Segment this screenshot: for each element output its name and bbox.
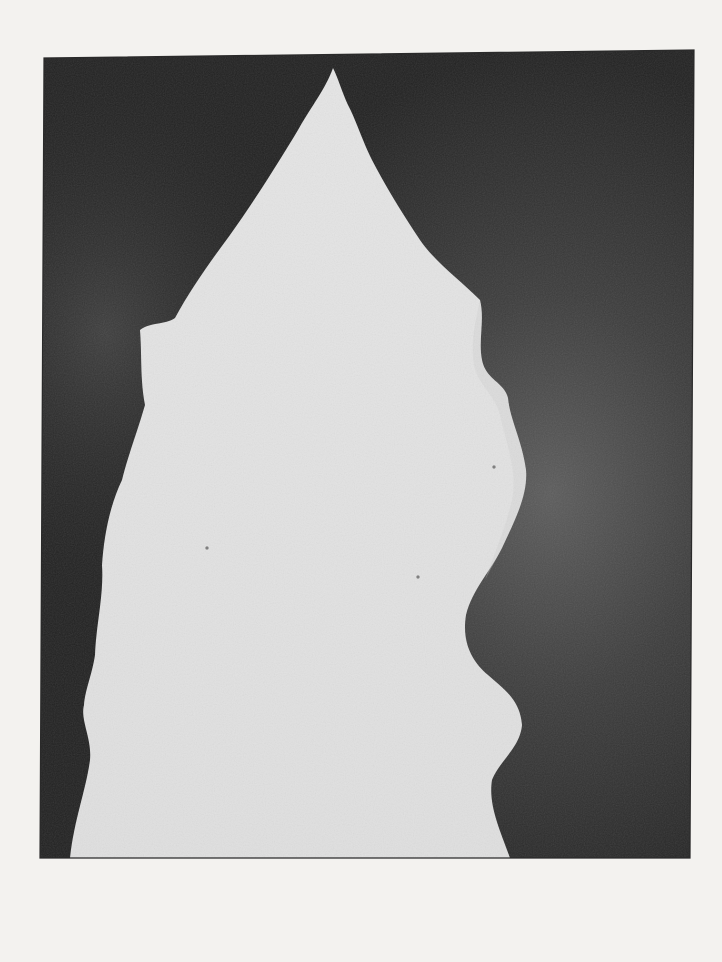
film-grain [40, 50, 694, 858]
